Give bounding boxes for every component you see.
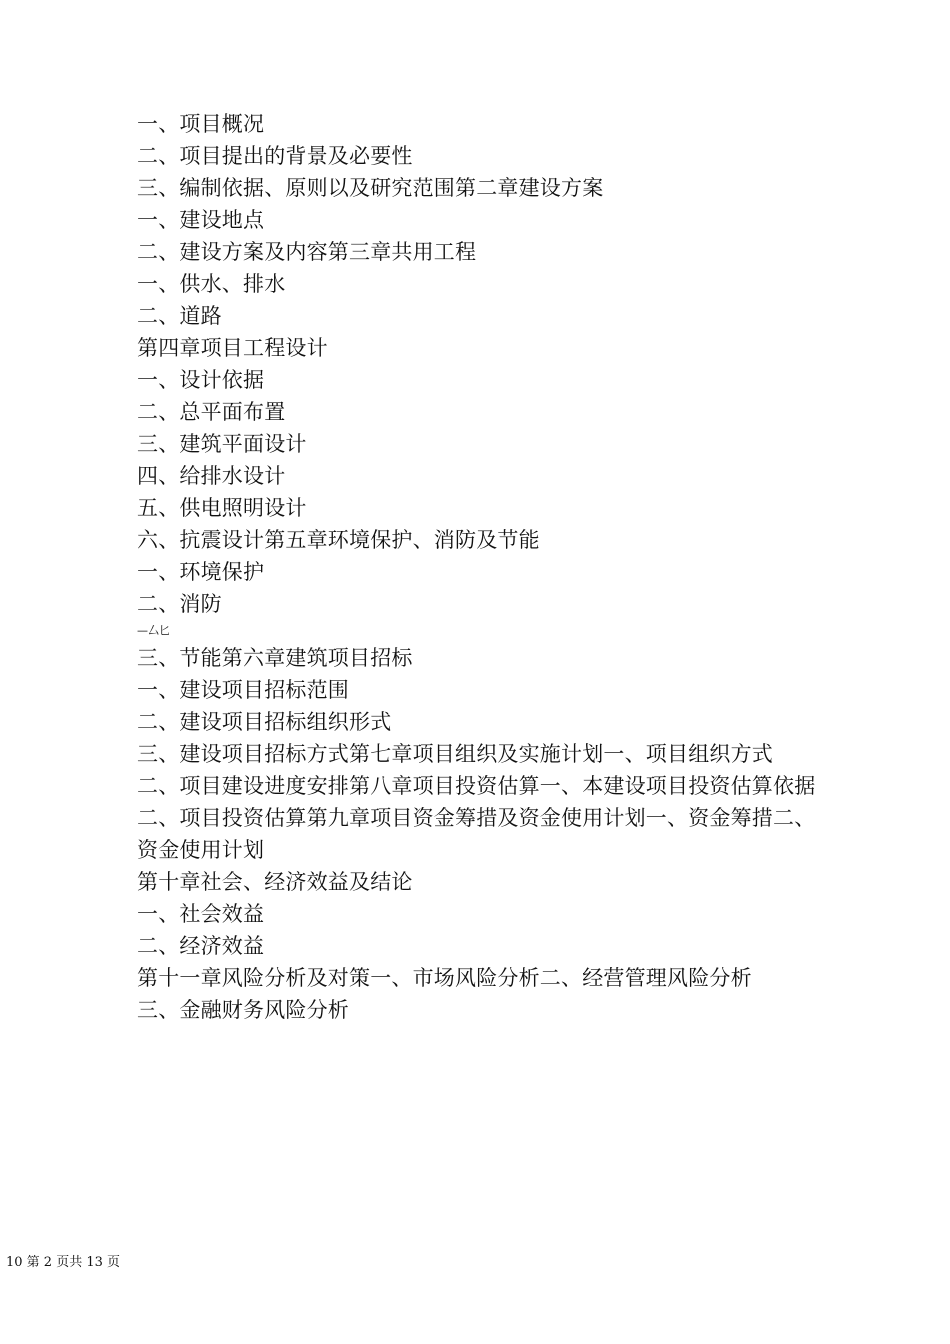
table-of-contents xyxy=(137,108,817,1026)
toc-line: 二、道路 xyxy=(137,304,222,328)
toc-line: 一、供水、排水 xyxy=(137,272,286,296)
toc-paragraph: 二、项目建设进度安排第八章项目投资估算一、本建设项目投资估算依据二、项目投资估算第九章项目资金筹措及资金使用计划一、资金筹措二、资金使用计划 xyxy=(137,774,816,862)
toc-line: 第十一章风险分析及对策一、市场风险分析二、经营管理风险分析 xyxy=(137,966,752,990)
toc-line: 三、编制依据、原则以及研究范围第二章建设方案 xyxy=(137,176,604,200)
toc-line: 二、建设项目招标组织形式 xyxy=(137,710,392,734)
toc-line: 一、项目概况 xyxy=(137,112,265,136)
toc-line: 二、消防 xyxy=(137,592,222,616)
toc-line: 三、建设项目招标方式第七章项目组织及实施计划一、项目组织方式 xyxy=(137,742,773,766)
page-footer: 10 第 2 页共 13 页 xyxy=(6,1255,121,1270)
toc-line: 一、社会效益 xyxy=(137,902,265,926)
toc-ocr-fragment: —厶匕 xyxy=(137,624,170,637)
toc-line: 二、项目提出的背景及必要性 xyxy=(137,144,413,168)
toc-line: 二、经济效益 xyxy=(137,934,265,958)
toc-line: 一、环境保护 xyxy=(137,560,265,584)
toc-chapter-heading: 第四章项目工程设计 xyxy=(137,336,328,360)
toc-line: 六、抗震设计第五章环境保护、消防及节能 xyxy=(137,528,540,552)
toc-line: 一、建设项目招标范围 xyxy=(137,678,349,702)
toc-line: 二、总平面布置 xyxy=(137,400,286,424)
toc-line: 五、供电照明设计 xyxy=(137,496,307,520)
toc-line: 一、建设地点 xyxy=(137,208,265,232)
toc-line: 三、金融财务风险分析 xyxy=(137,998,349,1022)
toc-line: 三、建筑平面设计 xyxy=(137,432,307,456)
toc-line: 一、设计依据 xyxy=(137,368,265,392)
toc-line: 三、节能第六章建筑项目招标 xyxy=(137,646,413,670)
toc-line: 四、给排水设计 xyxy=(137,464,286,488)
toc-chapter-heading: 第十章社会、经济效益及结论 xyxy=(137,870,413,894)
toc-line: 二、建设方案及内容第三章共用工程 xyxy=(137,240,477,264)
